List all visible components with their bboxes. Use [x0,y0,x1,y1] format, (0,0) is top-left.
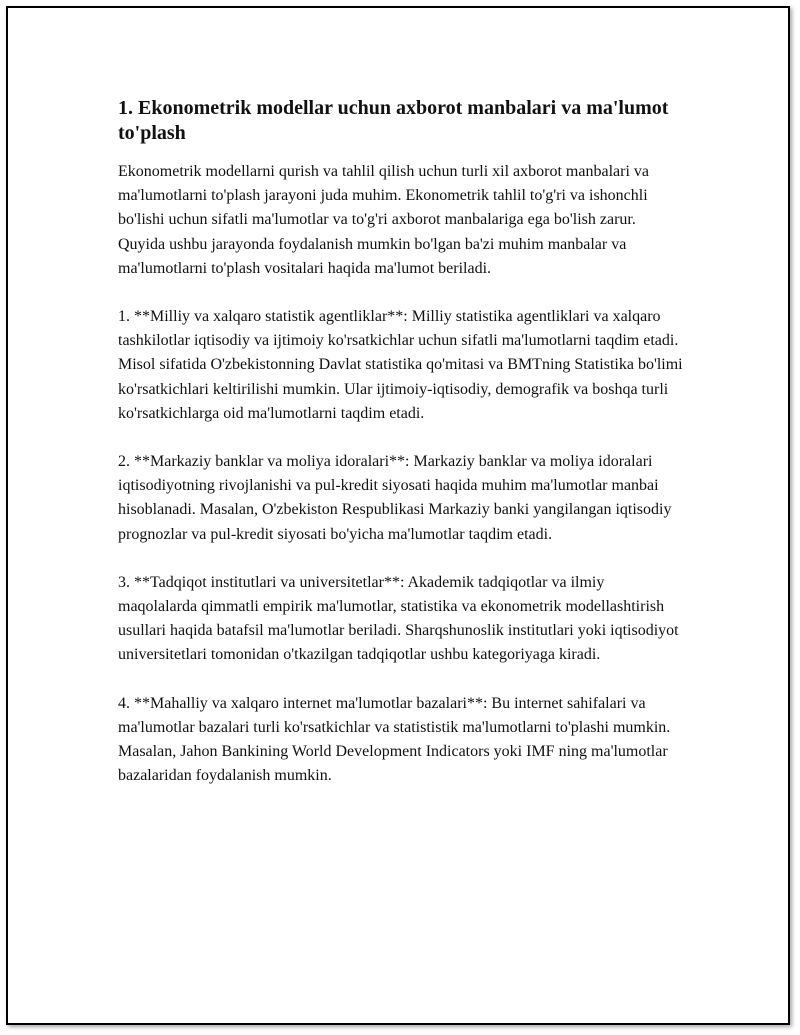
document-body [118,96,686,812]
list-item-research-institutes: 3. **Tadqiqot institutlari va universitetlar**: Akademik tadqiqotlar va ilmiy maqolalarda qimmatli empirik ma'lumotlar, statistika va ekonometrik modellashtirish usullari haqida batafsil ma'lumotlar beriladi. Sharqshunoslik institutlari yoki iqtisodiyot universitetlari tomonidan o'tkazilgan tadqiqotlar ushbu kategoriyaga kiradi. [118,573,679,664]
list-item-internet-databases: 4. **Mahalliy va xalqaro internet ma'lumotlar bazalari**: Bu internet sahifalari va ma'lumotlar bazalari turli ko'rsatkichlar va statististik ma'lumotlarni to'plashi mumkin. Masalan, Jahon Bankining World Development Indicators yoki IMF ning ma'lumotlar bazalaridan foydalanish mumkin. [118,694,671,785]
list-item-statistical-agencies: 1. **Milliy va xalqaro statistik agentliklar**: Milliy statistika agentliklari va xalqaro tashkilotlar iqtisodiy va ijtimoiy ko'rsatkichlar uchun sifatli ma'lumotlarni taqdim etadi. Misol sifatida O'zbekistonning Davlat statistika qo'mitasi va BMTning Statistika bo'limi ko'rsatkichlari keltirilishi mumkin. Ular ijtimoiy-iqtisodiy, demografik va boshqa turli ko'rsatkichlarga oid ma'lumotlarni taqdim etadi. [118,308,683,422]
list-item-central-banks: 2. **Markaziy banklar va moliya idoralari**: Markaziy banklar va moliya idoralari iqtisodiyotning rivojlanishi va pul-kredit siyosati haqida muhim ma'lumotlar manbai hisoblanadi. Masalan, O'zbekiston Respublikasi Markaziy banki yangilangan iqtisodiy prognozlar va pul-kredit siyosati bo'yicha ma'lumotlar taqdim etadi. [118,453,672,543]
section-heading: 1. Ekonometrik modellar uchun axborot manbalari va ma'lumot to'plash [118,97,669,144]
intro-paragraph: Ekonometrik modellarni qurish va tahlil qilish uchun turli xil axborot manbalari va ma'lumotlarni to'plash jarayoni juda muhim. Ekonometrik tahlil to'g'ri va ishonchli bo'lishi uchun sifatli ma'lumotlar va to'g'ri axborot manbalariga ega bo'lish zarur. Quyida ushbu jarayonda foydalanish mumkin bo'lgan ba'zi muhim manbalar va ma'lumotlarni to'plash vositalari haqida ma'lumot beriladi. [118,163,649,277]
